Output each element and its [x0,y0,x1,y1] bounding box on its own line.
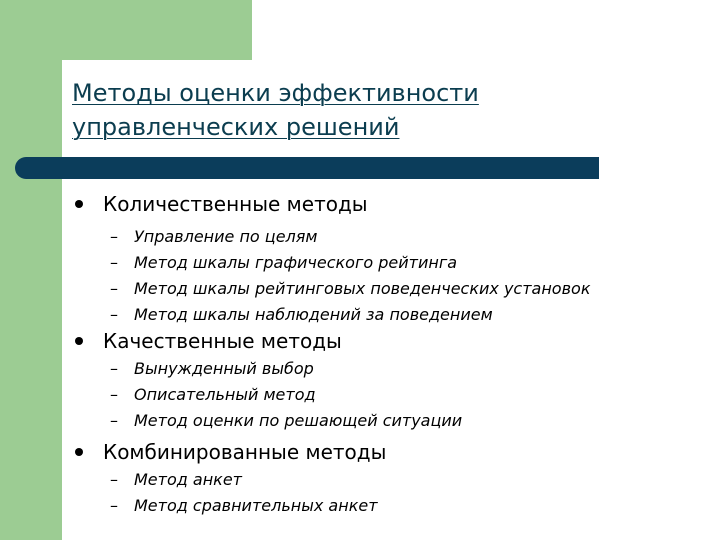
dash-bullet-icon: – [110,411,118,430]
list-item [72,250,712,276]
list-item-label: Описательный метод [134,385,316,404]
list-item-label: Метод сравнительных анкет [134,496,378,515]
dash-bullet-icon: – [110,305,118,324]
title-divider-bar [15,157,599,179]
list-item-label: Управление по целям [134,227,318,246]
list-item [72,224,712,250]
list-item [72,382,712,408]
sub-list [72,356,712,434]
dash-bullet-icon: – [110,227,118,246]
dash-bullet-icon: – [110,496,118,515]
list-item [72,408,712,434]
section-heading [72,437,712,467]
sub-list [72,467,712,519]
list-item-label: Метод оценки по решающей ситуации [134,411,463,430]
list-item-label: Метод шкалы рейтинговых поведенческих установок [134,279,591,298]
section-combined [72,437,712,519]
list-item [72,276,712,302]
slide-title-line-2: управленческих решений [72,113,400,141]
list-item-label: Метод шкалы наблюдений за поведением [134,305,493,324]
section-label: Комбинированные методы [103,440,387,464]
slide-title [72,76,672,144]
list-item [72,467,712,493]
sub-list [72,224,712,328]
list-item-label: Метод анкет [134,470,242,489]
round-bullet-icon [75,448,83,456]
list-item [72,356,712,382]
dash-bullet-icon: – [110,470,118,489]
round-bullet-icon [75,200,83,208]
section-label: Количественные методы [103,192,368,216]
dash-bullet-icon: – [110,279,118,298]
dash-bullet-icon: – [110,253,118,272]
list-item [72,302,712,328]
section-label: Качественные методы [103,329,342,353]
list-item-label: Метод шкалы графического рейтинга [134,253,458,272]
section-heading [72,189,712,219]
round-bullet-icon [75,337,83,345]
list-item [72,493,712,519]
section-heading [72,326,712,356]
dash-bullet-icon: – [110,359,118,378]
slide-title-line-1: Методы оценки эффективности [72,79,479,107]
section-qualitative [72,326,712,434]
list-item-label: Вынужденный выбор [134,359,314,378]
dash-bullet-icon: – [110,385,118,404]
section-quantitative [72,189,712,328]
